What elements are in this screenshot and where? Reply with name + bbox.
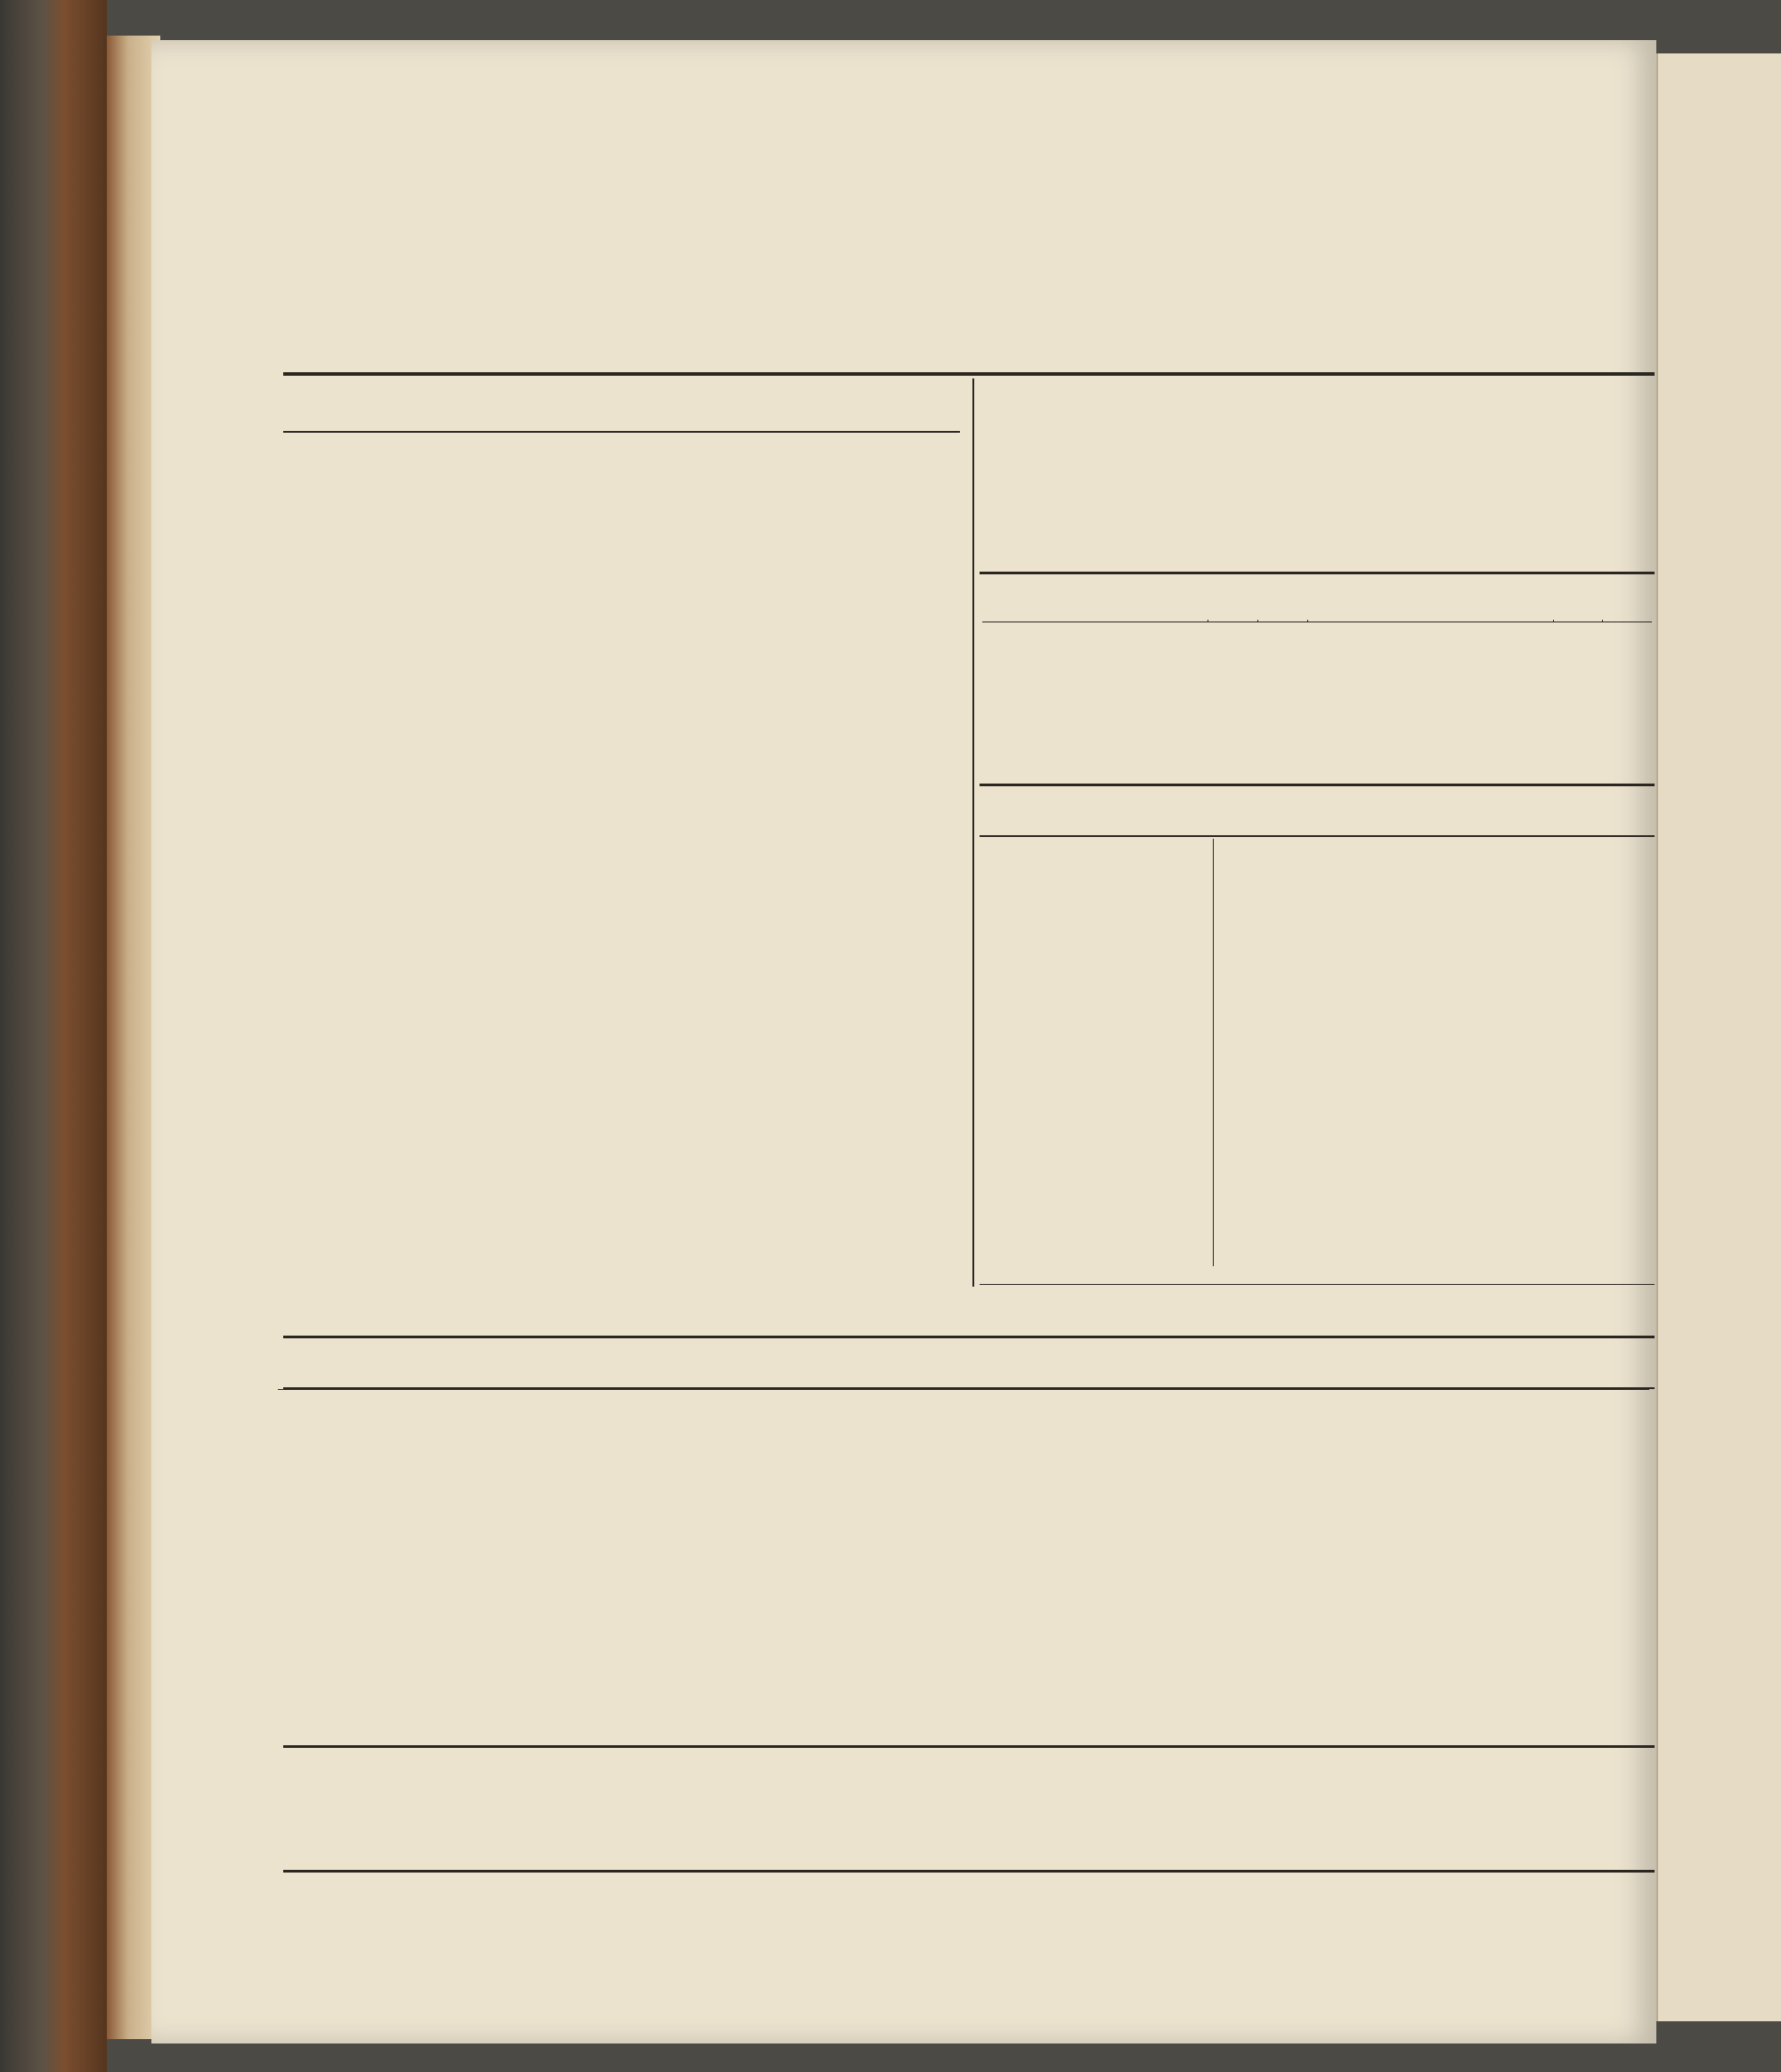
- rule-fremden: [283, 431, 960, 433]
- geld-col-kr-2: [1603, 620, 1652, 622]
- newspaper-page: [151, 40, 1656, 2044]
- rule-geld-top: [980, 572, 1655, 574]
- geld-col-kr: [1257, 620, 1307, 622]
- geld-col-fl-2: [1553, 620, 1603, 622]
- next-page-sliver: [1656, 53, 1781, 2021]
- victualien-divider: [1213, 839, 1214, 1266]
- geld-col-name-2: [1307, 620, 1553, 622]
- rule-victualien-top: [980, 784, 1655, 786]
- book-binding: [0, 0, 107, 2072]
- column-divider: [972, 378, 974, 1287]
- col-ort-datum: [278, 1389, 1649, 1390]
- rule-printer: [283, 1870, 1655, 1873]
- rule-victualien-sub: [980, 835, 1655, 837]
- geld-col-name: [982, 620, 1208, 622]
- rule-under-advert: [283, 372, 1655, 376]
- rule-anmerkung: [980, 1284, 1655, 1285]
- rule-frucht-top: [283, 1336, 1655, 1338]
- frucht-table: [278, 1389, 1649, 1390]
- geld-col-fl: [1208, 620, 1258, 622]
- geld-cours-table: [982, 620, 1652, 622]
- rule-footer: [283, 1745, 1655, 1748]
